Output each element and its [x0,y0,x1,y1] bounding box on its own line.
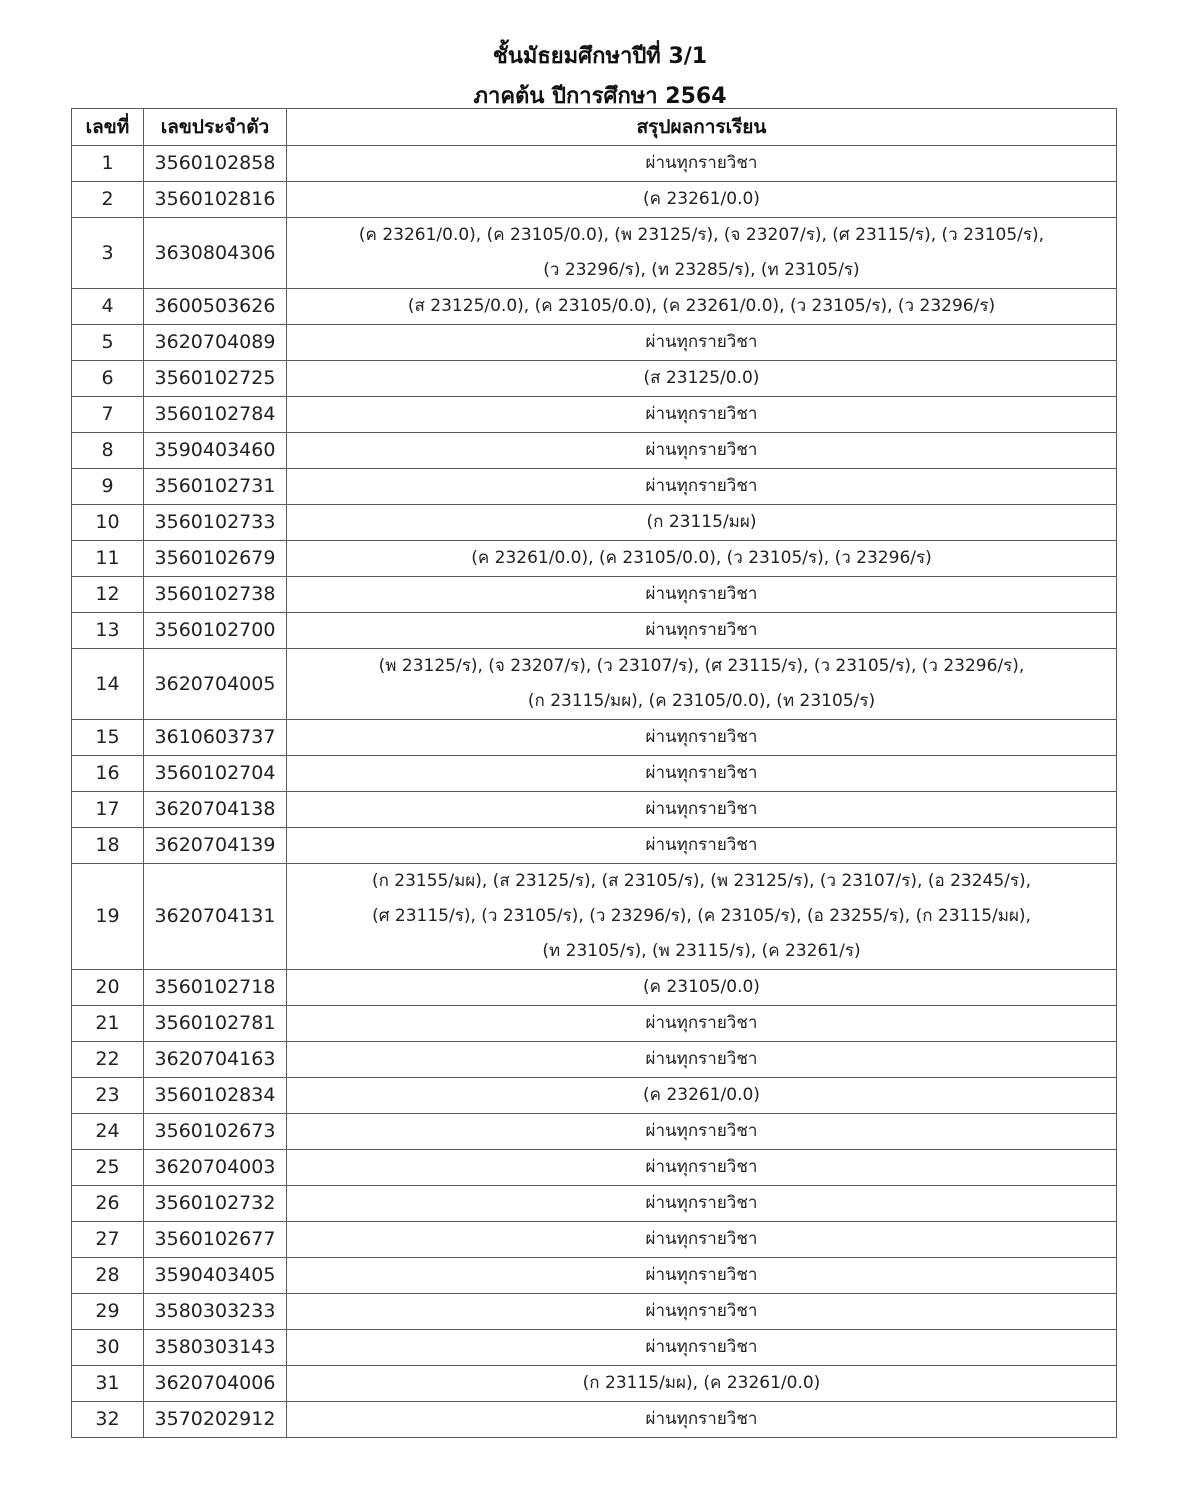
table-header-row [72,109,1117,146]
student-id: 3560102738 [144,577,287,613]
table-row [72,1042,1117,1078]
table-row [72,469,1117,505]
table-row [72,361,1117,397]
result-line: (ก 23115/มผ), (ค 23105/0.0), (ท 23105/ร) [527,691,876,711]
result-line: ผ่านทุกรายวิชา [645,440,758,460]
result-summary [287,325,1117,361]
table-row [72,325,1117,361]
row-number: 11 [72,541,144,577]
result-line: ผ่านทุกรายวิชา [645,584,758,604]
result-line: (ค 23261/0.0) [643,189,760,209]
student-id: 3560102677 [144,1222,287,1258]
results-table [71,108,1117,1438]
student-id: 3620704005 [144,649,287,720]
result-summary [287,1258,1117,1294]
row-number: 28 [72,1258,144,1294]
result-line: ผ่านทุกรายวิชา [645,1229,758,1249]
table-row [72,218,1117,289]
result-line: (ค 23261/0.0) [643,1085,760,1105]
result-line: ผ่านทุกรายวิชา [645,763,758,783]
student-id: 3610603737 [144,720,287,756]
result-summary [287,1042,1117,1078]
row-number: 14 [72,649,144,720]
student-id: 3560102733 [144,505,287,541]
row-number: 10 [72,505,144,541]
result-line: ผ่านทุกรายวิชา [645,1193,758,1213]
result-line: ผ่านทุกรายวิชา [645,1157,758,1177]
row-number: 26 [72,1186,144,1222]
student-id: 3600503626 [144,289,287,325]
table-row [72,1294,1117,1330]
result-line: ผ่านทุกรายวิชา [645,1265,758,1285]
result-summary [287,720,1117,756]
result-summary [287,1222,1117,1258]
result-summary [287,1114,1117,1150]
result-summary [287,1294,1117,1330]
table-row [72,1222,1117,1258]
result-summary [287,792,1117,828]
table-row [72,792,1117,828]
student-id: 3570202912 [144,1402,287,1438]
student-id: 3620704089 [144,325,287,361]
result-line: ผ่านทุกรายวิชา [645,476,758,496]
result-summary [287,1150,1117,1186]
student-id: 3620704139 [144,828,287,864]
row-number: 20 [72,970,144,1006]
table-row [72,649,1117,720]
row-number: 13 [72,613,144,649]
row-number: 2 [72,182,144,218]
result-summary [287,289,1117,325]
row-number: 18 [72,828,144,864]
student-id: 3620704163 [144,1042,287,1078]
table-body [72,146,1117,1438]
result-line: (ส 23125/0.0) [643,368,760,388]
student-id: 3560102816 [144,182,287,218]
result-summary [287,1402,1117,1438]
header-student-id: เลขประจำตัว [144,109,287,146]
table-row [72,433,1117,469]
table-row [72,1150,1117,1186]
result-summary [287,146,1117,182]
table-row [72,970,1117,1006]
table-row [72,577,1117,613]
result-line: (ว 23296/ร), (ท 23285/ร), (ท 23105/ร) [543,260,860,280]
result-line: (ท 23105/ร), (พ 23115/ร), (ค 23261/ร) [542,941,861,961]
result-line: (ค 23261/0.0), (ค 23105/0.0), (ว 23105/ร), (ว 23296/ร) [471,548,932,568]
result-line: ผ่านทุกรายวิชา [645,1013,758,1033]
result-line: (ก 23155/มผ), (ส 23125/ร), (ส 23105/ร), (พ 23125/ร), (ว 23107/ร), (อ 23245/ร), [371,871,1032,891]
header-result-summary: สรุปผลการเรียน [287,109,1117,146]
student-id: 3560102834 [144,1078,287,1114]
result-summary [287,218,1117,289]
student-id: 3620704006 [144,1366,287,1402]
table-row [72,1114,1117,1150]
result-summary [287,505,1117,541]
row-number: 6 [72,361,144,397]
result-line: (ค 23261/0.0), (ค 23105/0.0), (พ 23125/ร), (จ 23207/ร), (ศ 23115/ร), (ว 23105/ร), [358,225,1045,245]
result-summary [287,1006,1117,1042]
result-summary [287,433,1117,469]
table-row [72,182,1117,218]
table-row [72,1006,1117,1042]
result-line: ผ่านทุกรายวิชา [645,332,758,352]
result-summary [287,577,1117,613]
student-id: 3630804306 [144,218,287,289]
table-row [72,397,1117,433]
row-number: 4 [72,289,144,325]
student-id: 3580303143 [144,1330,287,1366]
row-number: 21 [72,1006,144,1042]
student-id: 3560102704 [144,756,287,792]
table-row [72,613,1117,649]
student-id: 3560102784 [144,397,287,433]
student-id: 3560102732 [144,1186,287,1222]
result-summary [287,1186,1117,1222]
student-id: 3560102673 [144,1114,287,1150]
result-summary [287,613,1117,649]
row-number: 17 [72,792,144,828]
result-line: ผ่านทุกรายวิชา [645,1121,758,1141]
row-number: 16 [72,756,144,792]
table-row [72,1078,1117,1114]
result-summary [287,182,1117,218]
result-summary [287,864,1117,970]
student-id: 3580303233 [144,1294,287,1330]
table-row [72,864,1117,970]
result-line: (ศ 23115/ร), (ว 23105/ร), (ว 23296/ร), (ค 23105/ร), (อ 23255/ร), (ก 23115/มผ), [372,906,1031,926]
row-number: 25 [72,1150,144,1186]
result-summary [287,469,1117,505]
table-row [72,289,1117,325]
result-summary [287,1078,1117,1114]
result-line: ผ่านทุกรายวิชา [645,620,758,640]
result-summary [287,970,1117,1006]
table-row [72,828,1117,864]
table-row [72,756,1117,792]
result-line: ผ่านทุกรายวิชา [645,153,758,173]
result-line: ผ่านทุกรายวิชา [645,1049,758,1069]
row-number: 23 [72,1078,144,1114]
row-number: 9 [72,469,144,505]
result-summary [287,756,1117,792]
result-summary [287,397,1117,433]
row-number: 19 [72,864,144,970]
student-id: 3620704138 [144,792,287,828]
table-row [72,1366,1117,1402]
student-id: 3560102700 [144,613,287,649]
student-id: 3590403405 [144,1258,287,1294]
row-number: 1 [72,146,144,182]
row-number: 30 [72,1330,144,1366]
row-number: 5 [72,325,144,361]
row-number: 24 [72,1114,144,1150]
table-row [72,720,1117,756]
result-line: ผ่านทุกรายวิชา [645,1409,758,1429]
page-title: ชั้นมัธยมศึกษาปีที่ 3/1 [492,44,708,69]
row-number: 12 [72,577,144,613]
student-id: 3560102781 [144,1006,287,1042]
student-id: 3560102725 [144,361,287,397]
student-id: 3560102858 [144,146,287,182]
result-line: ผ่านทุกรายวิชา [645,1337,758,1357]
result-summary [287,541,1117,577]
result-summary [287,361,1117,397]
student-id: 3560102731 [144,469,287,505]
result-line: ผ่านทุกรายวิชา [645,404,758,424]
row-number: 8 [72,433,144,469]
result-summary [287,1330,1117,1366]
row-number: 31 [72,1366,144,1402]
student-id: 3560102718 [144,970,287,1006]
result-line: ผ่านทุกรายวิชา [645,1301,758,1321]
row-number: 15 [72,720,144,756]
student-id: 3620704003 [144,1150,287,1186]
row-number: 3 [72,218,144,289]
result-line: (ส 23125/0.0), (ค 23105/0.0), (ค 23261/0.0), (ว 23105/ร), (ว 23296/ร) [407,296,996,316]
result-line: ผ่านทุกรายวิชา [645,835,758,855]
result-summary [287,1366,1117,1402]
result-line: ผ่านทุกรายวิชา [645,799,758,819]
result-line: (ก 23115/มผ), (ค 23261/0.0) [582,1373,821,1393]
header-number: เลขที่ [72,109,144,146]
result-line: (พ 23125/ร), (จ 23207/ร), (ว 23107/ร), (ศ 23115/ร), (ว 23105/ร), (ว 23296/ร), [378,656,1025,676]
row-number: 29 [72,1294,144,1330]
student-id: 3620704131 [144,864,287,970]
table-row [72,1330,1117,1366]
result-line: ผ่านทุกรายวิชา [645,727,758,747]
row-number: 22 [72,1042,144,1078]
table-row [72,1186,1117,1222]
result-summary [287,649,1117,720]
result-line: (ก 23115/มผ) [646,512,757,532]
table-row [72,1258,1117,1294]
page-subtitle: ภาคต้น ปีการศึกษา 2564 [473,84,727,109]
row-number: 27 [72,1222,144,1258]
result-line: (ค 23105/0.0) [643,977,760,997]
table-row [72,146,1117,182]
student-id: 3590403460 [144,433,287,469]
result-summary [287,828,1117,864]
table-row [72,505,1117,541]
row-number: 7 [72,397,144,433]
row-number: 32 [72,1402,144,1438]
table-row [72,541,1117,577]
table-row [72,1402,1117,1438]
student-id: 3560102679 [144,541,287,577]
